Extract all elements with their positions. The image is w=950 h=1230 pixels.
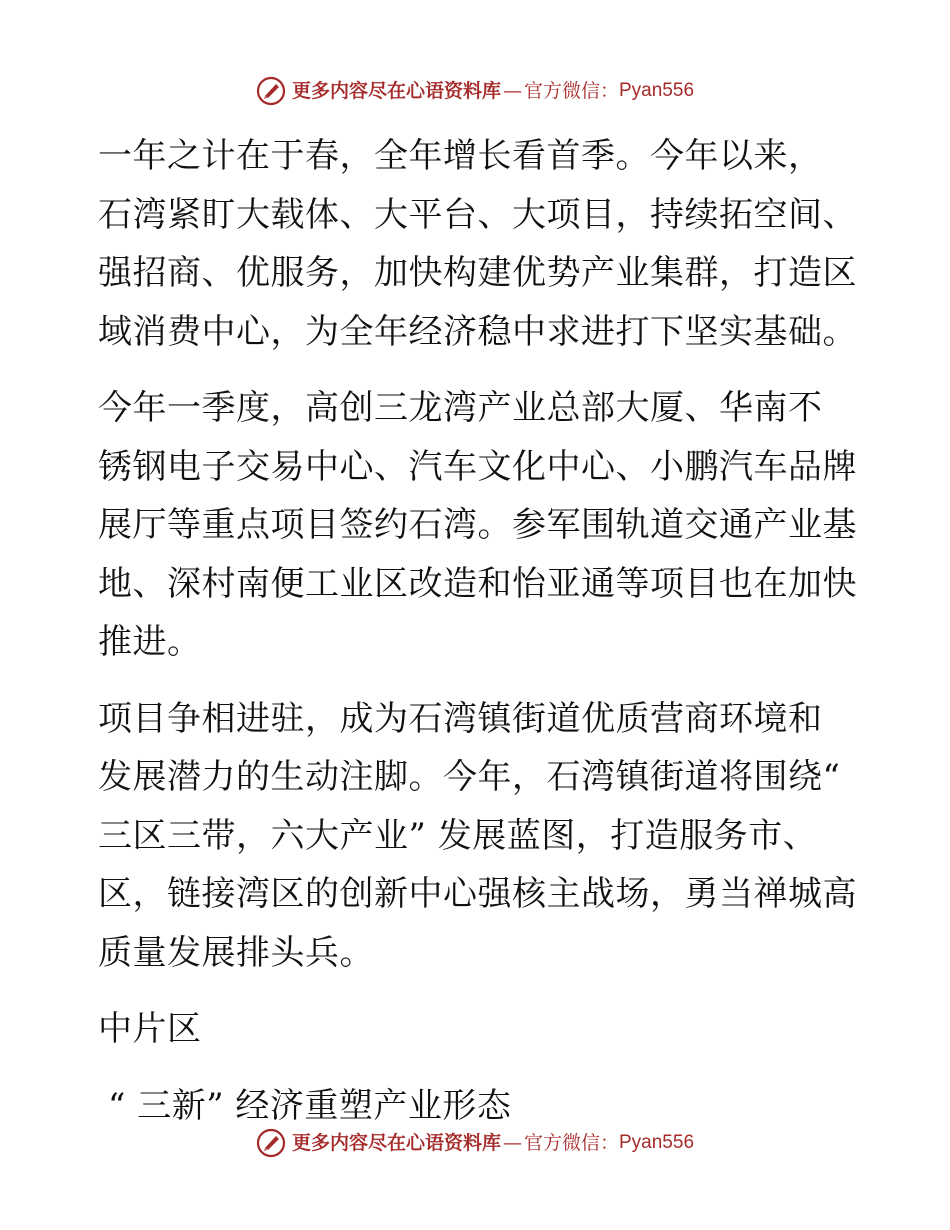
text-line: 展厅等重点项目签约石湾。参军围轨道交通产业基 [98, 505, 857, 545]
text-line: 今年一季度，高创三龙湾产业总部大厦、华南不 [98, 388, 823, 428]
watermark-dash: — [502, 80, 522, 102]
section-title: 中片区 [98, 1009, 202, 1049]
watermark-label: 官方微信： [523, 80, 619, 102]
text-line: 域消费中心，为全年经济稳中求进打下坚实基础。 [98, 311, 857, 352]
text-line: 项目争相进驻，成为石湾镇街道优质营商环境和 [98, 698, 823, 739]
text-line: 地、深村南便工业区改造和怡亚通等项目也在加快 [98, 563, 857, 604]
watermark-dash: — [502, 1132, 522, 1154]
text-line: 推进。 [98, 622, 202, 662]
watermark-brand: 更多内容尽在心语资料库 [291, 80, 501, 102]
watermark-wechat-id: Pyan556 [619, 80, 695, 101]
text-line: 石湾紧盯大载体、大平台、大项目，持续拓空间、 [98, 194, 857, 235]
text-line: 质量发展排头兵。 [98, 932, 374, 973]
paragraph-3 [98, 690, 857, 983]
paragraph-2 [98, 379, 857, 672]
watermark-label: 官方微信： [523, 1132, 619, 1154]
text-line: 三区三带，六大产业” 发展蓝图，打造服务市、 [98, 815, 818, 856]
watermark-wechat-id: Pyan556 [619, 1132, 695, 1153]
brand-logo-icon [256, 1128, 286, 1158]
watermark-brand: 更多内容尽在心语资料库 [291, 1132, 501, 1154]
text-line: 区，链接湾区的创新中心强核主战场，勇当禅城高 [98, 874, 857, 914]
brand-logo-icon [256, 76, 286, 106]
text-line: 发展潜力的生动注脚。今年，石湾镇街道将围绕“ [98, 757, 841, 797]
text-line: 锈钢电子交易中心、汽车文化中心、小鹏汽车品牌 [98, 446, 857, 487]
text-line: 强招商、优服务，加快构建优势产业集群，打造区 [98, 253, 857, 293]
footer-watermark [0, 1128, 950, 1158]
document-body [98, 127, 857, 1153]
paragraph-1 [98, 127, 857, 361]
sub-title: “ 三新” 经济重塑产业形态 [108, 1085, 512, 1126]
text-line: 一年之计在于春，全年增长看首季。今年以来， [98, 136, 823, 176]
header-watermark [0, 76, 950, 106]
